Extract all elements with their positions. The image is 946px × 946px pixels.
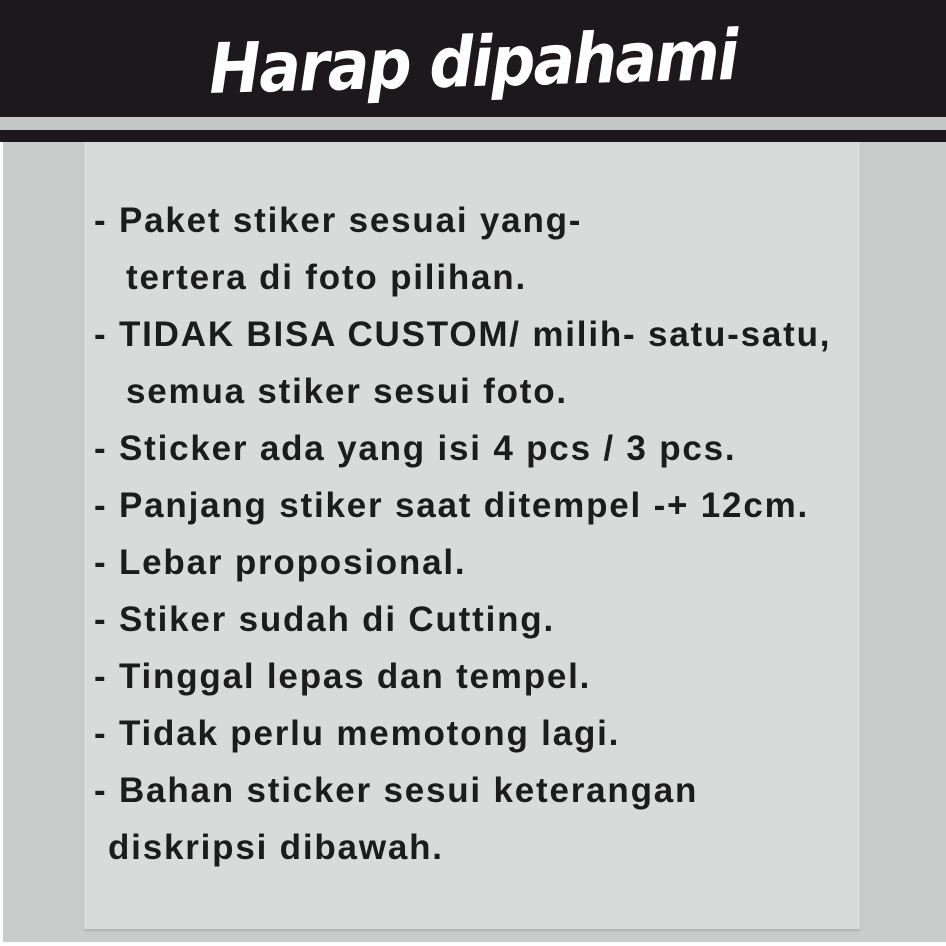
notice-line: - Tinggal lepas dan tempel.: [94, 657, 592, 696]
notice-line: diskripsi dibawah.: [108, 828, 444, 867]
notice-line: - Lebar proposional.: [94, 543, 467, 582]
notice-line: - Stiker sudah di Cutting.: [94, 600, 555, 639]
notice-line: - Tidak perlu memotong lagi.: [94, 714, 621, 753]
content-panel: [84, 142, 860, 929]
header-band: [0, 0, 946, 117]
divider-stripe-dark: [0, 130, 946, 142]
notice-line: - Panjang stiker saat ditempel -+ 12cm.: [94, 486, 810, 525]
notice-line: - TIDAK BISA CUSTOM/ milih- satu-satu,: [94, 315, 832, 354]
notice-line: - Paket stiker sesuai yang-: [94, 201, 583, 240]
notice-text-block: [84, 142, 860, 876]
notice-line: tertera di foto pilihan.: [126, 258, 527, 297]
notice-line: - Bahan sticker sesui keterangan: [94, 771, 699, 810]
page-title: Harap dipahami: [208, 14, 738, 110]
notice-line: - Sticker ada yang isi 4 pcs / 3 pcs.: [94, 429, 737, 468]
divider-stripe-light: [0, 117, 946, 130]
notice-line: semua stiker sesui foto.: [126, 372, 568, 411]
